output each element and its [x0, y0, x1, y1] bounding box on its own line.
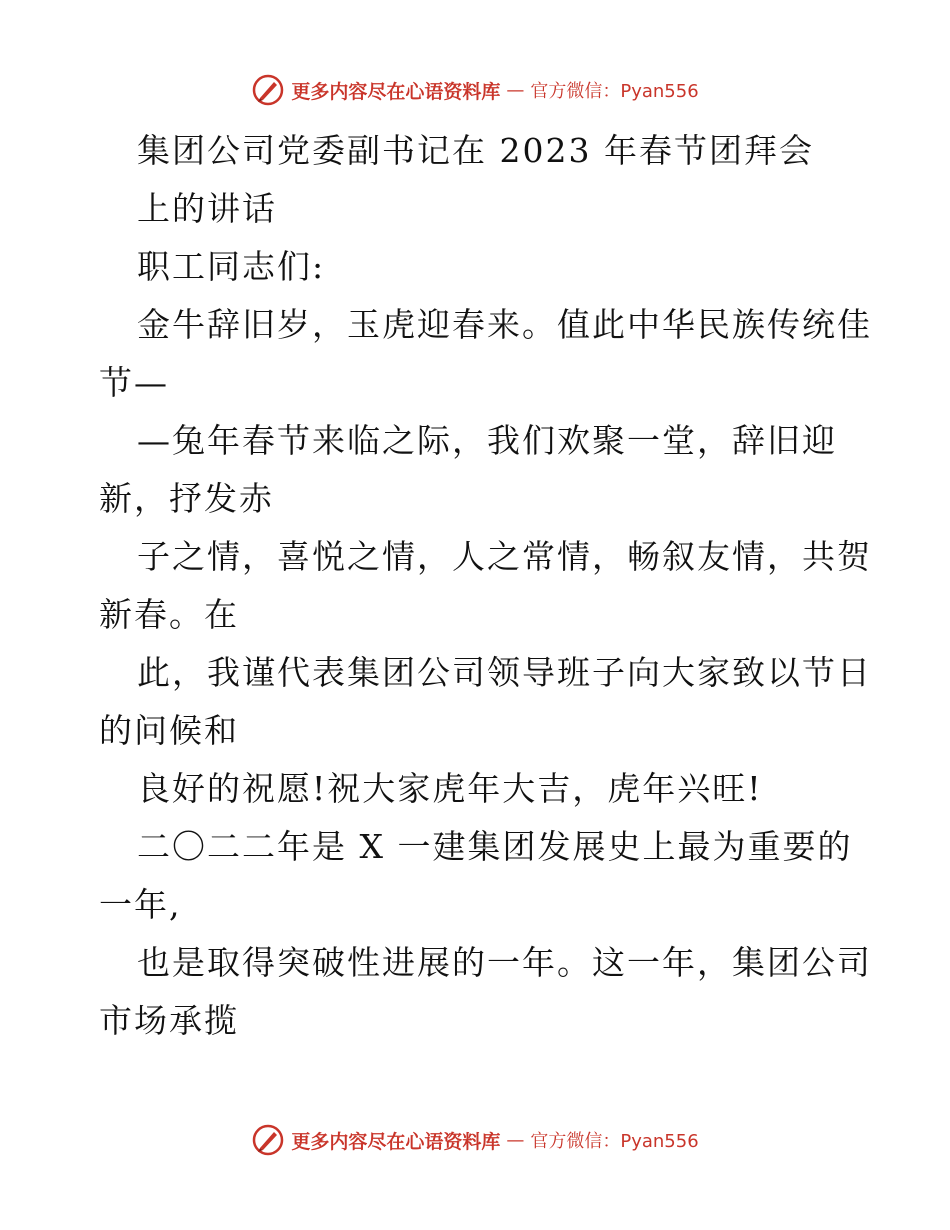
salutation: 职工同志们:	[137, 247, 326, 286]
paragraph-line: 新春。在	[99, 595, 239, 634]
quill-pen-seal-icon	[251, 73, 285, 107]
footer-watermark	[0, 1120, 950, 1160]
paragraph-line: 金牛辞旧岁，玉虎迎春来。值此中华民族传统佳	[137, 305, 872, 344]
paragraph-line: 一年,	[99, 885, 182, 924]
paragraph-line: 也是取得突破性进展的一年。这一年，集团公司	[137, 943, 872, 982]
paragraph-line: 二〇二二年是 X 一建集团发展史上最为重要的	[137, 827, 853, 866]
quill-pen-seal-icon	[251, 1123, 285, 1157]
watermark-separator: —	[506, 79, 525, 101]
watermark-wechat: 官方微信：Pyan556	[530, 81, 699, 102]
paragraph-line: 良好的祝愿!祝大家虎年大吉，虎年兴旺!	[137, 769, 763, 808]
paragraph-line: 的问候和	[99, 711, 239, 750]
document-title-line: 集团公司党委副书记在 2023 年春节团拜会	[137, 131, 814, 170]
watermark-wechat: 官方微信：Pyan556	[530, 1131, 699, 1152]
paragraph-line: 新，抒发赤	[99, 479, 274, 518]
header-watermark	[0, 70, 950, 110]
watermark-brand: 更多内容尽在心语资料库	[291, 1130, 501, 1153]
document-title-line: 上的讲话	[137, 189, 277, 228]
paragraph-line: 节—	[99, 363, 169, 402]
paragraph-line: —兔年春节来临之际，我们欢聚一堂，辞旧迎	[137, 421, 837, 460]
paragraph-line: 子之情，喜悦之情，人之常情，畅叙友情，共贺	[137, 537, 872, 576]
watermark-separator: —	[506, 1129, 525, 1151]
paragraph-line: 市场承揽	[99, 1001, 239, 1040]
paragraph-line: 此，我谨代表集团公司领导班子向大家致以节日	[137, 653, 872, 692]
watermark-brand: 更多内容尽在心语资料库	[291, 80, 501, 103]
document-body	[99, 122, 872, 1050]
